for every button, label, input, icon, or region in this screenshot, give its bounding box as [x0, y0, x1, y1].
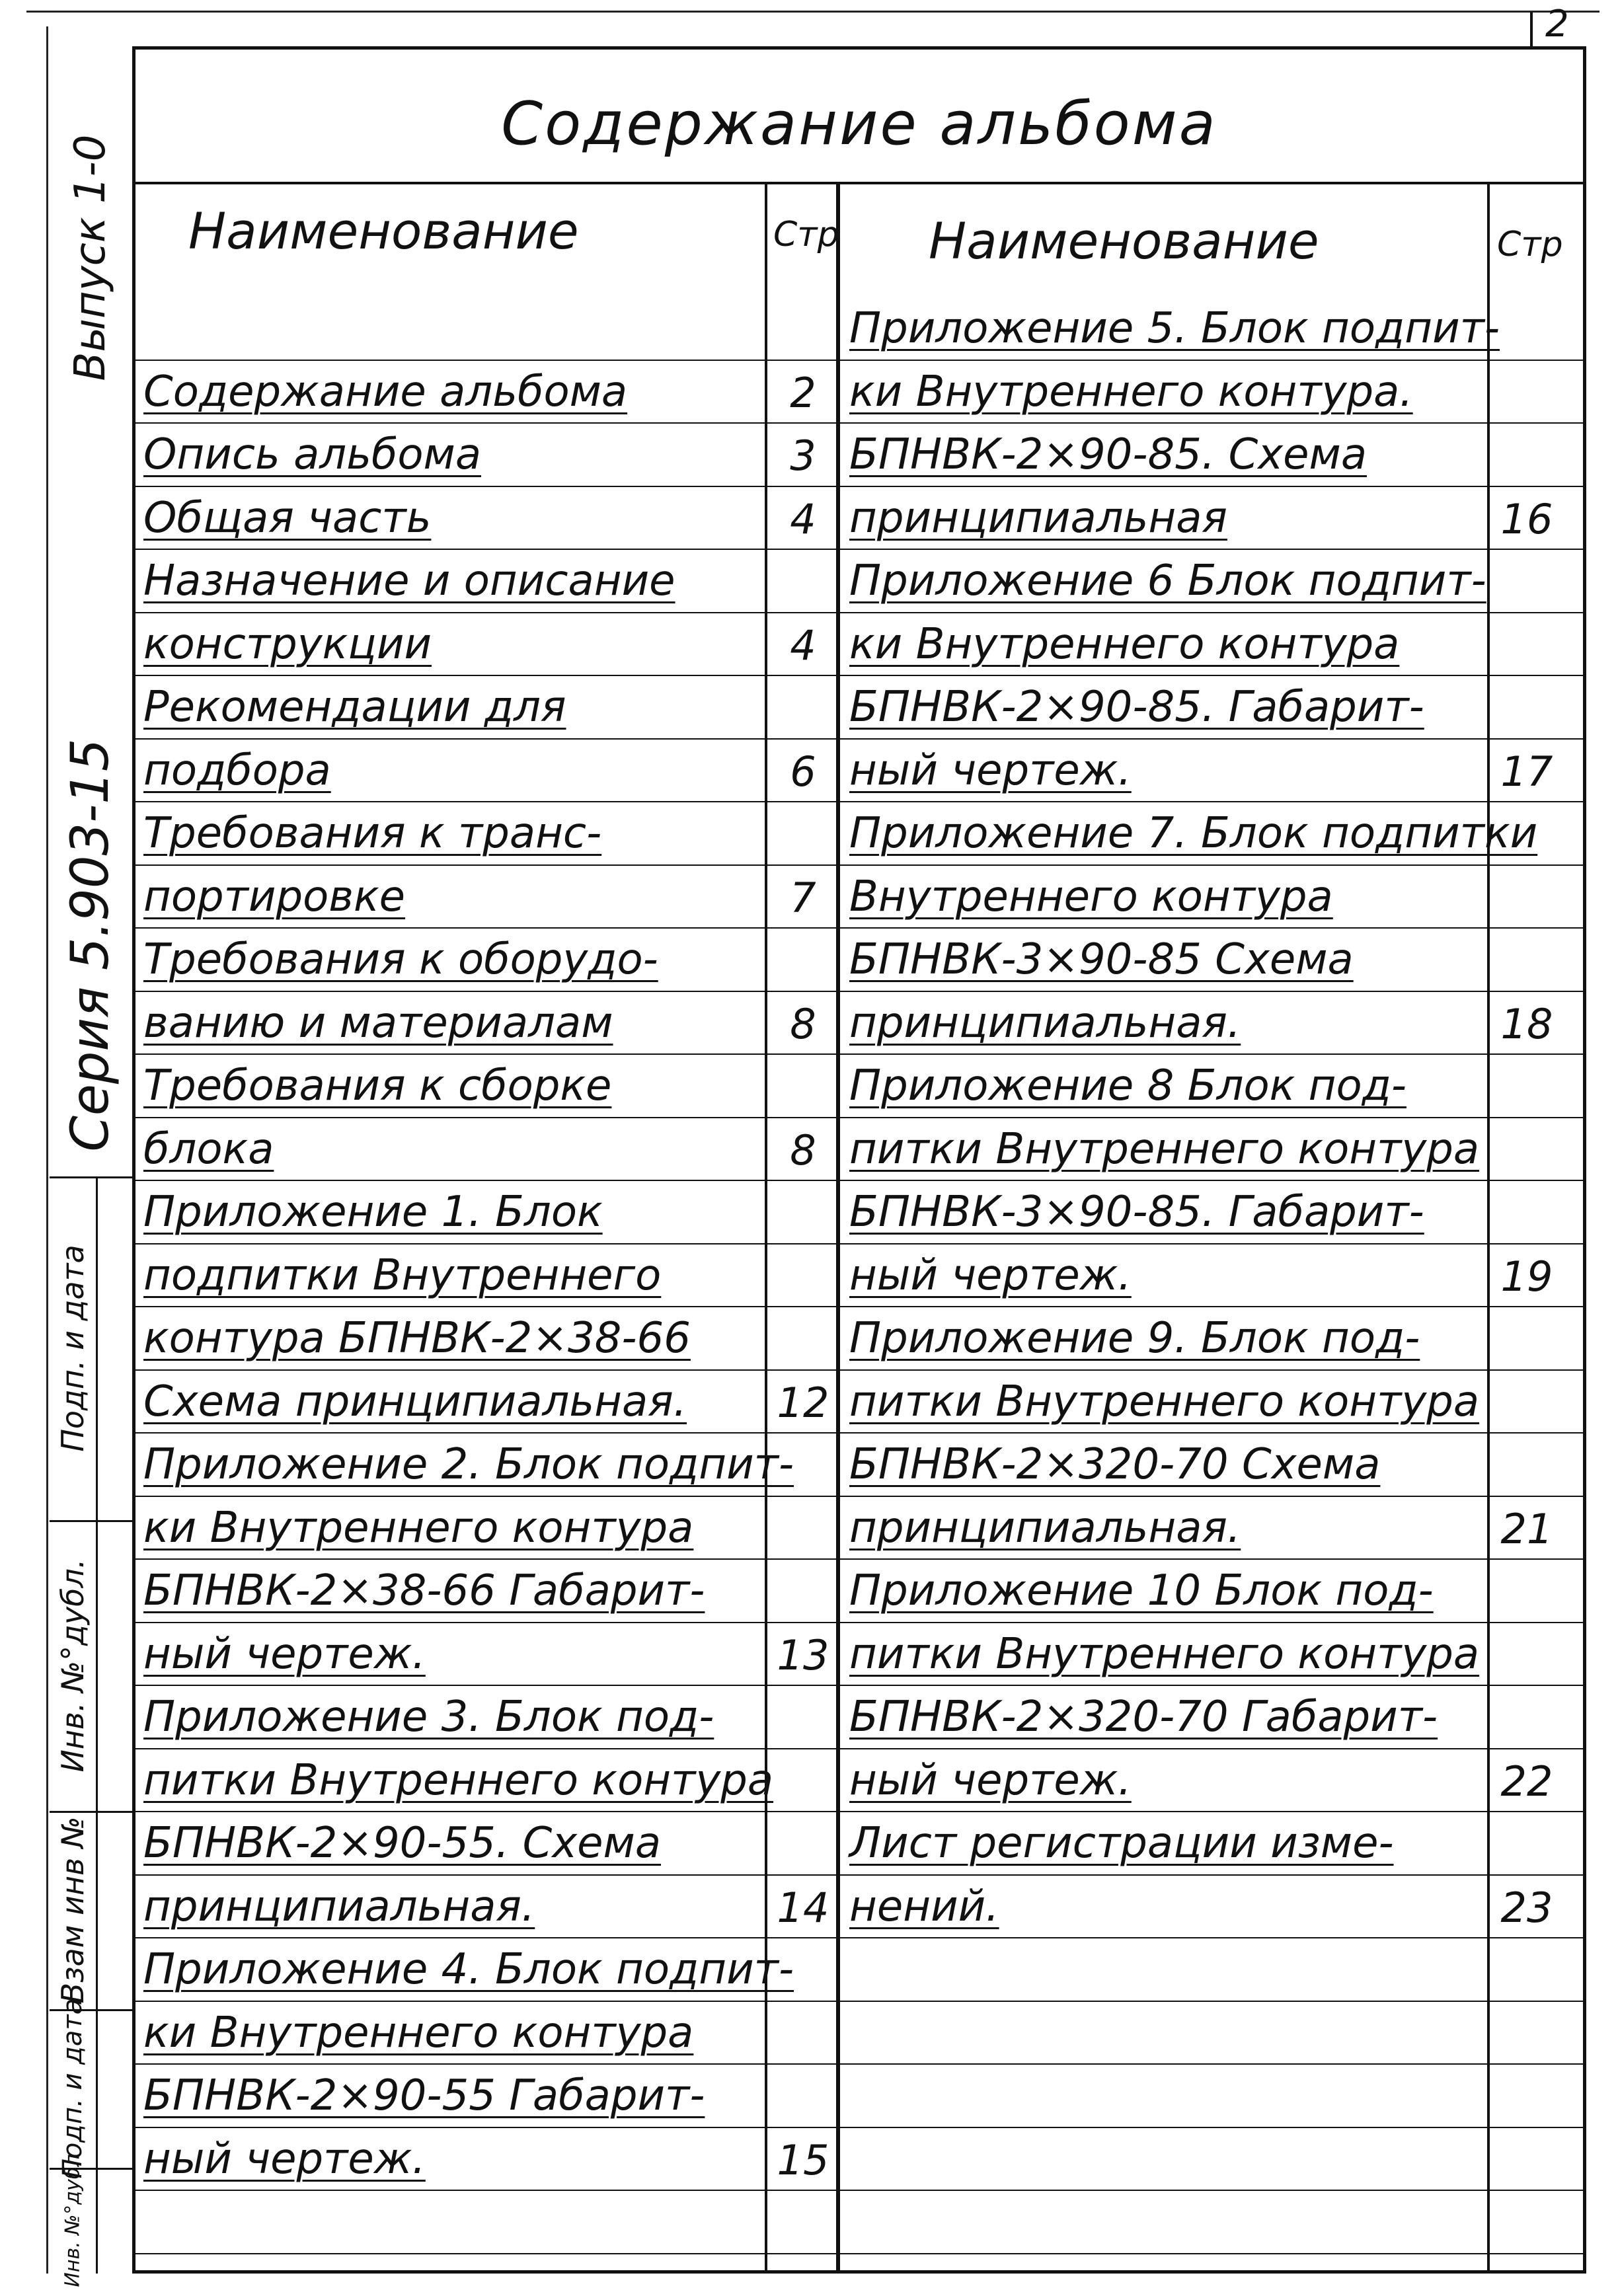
contents-entry-left: Требования к сборке [143, 1061, 612, 1110]
contents-entry-right: Приложение 10 Блок под- [849, 1566, 1434, 1615]
row-rule [135, 1811, 1583, 1812]
contents-entry-right: Внутреннего контура [849, 872, 1333, 921]
stamp-series [50, 714, 132, 1176]
page-number: 2 [1545, 3, 1569, 46]
page-ref-left: 12 [777, 1378, 829, 1427]
row-rule [135, 2190, 1583, 2191]
stamp-sign-date-2 [50, 1998, 96, 2179]
header-page-right: Стр [1497, 225, 1563, 264]
contents-entry-right: ный чертеж. [849, 1250, 1132, 1300]
row-rule [135, 1306, 1583, 1307]
contents-entry-right: принципиальная. [849, 1503, 1241, 1552]
contents-entry-right: БПНВК-3×90-85 Схема [849, 935, 1354, 984]
page-ref-left: 15 [777, 2135, 829, 2184]
contents-entry-left: принципиальная. [143, 1882, 535, 1931]
contents-entry-right: Приложение 5. Блок подпит- [849, 304, 1500, 353]
row-rule [135, 1685, 1583, 1686]
row-rule [135, 549, 1583, 550]
page-number-box [1530, 12, 1612, 46]
stamp-issue [50, 79, 132, 436]
contents-entry-right: БПНВК-2×320-70 Габарит- [849, 1693, 1438, 1741]
page-ref-right: 17 [1500, 747, 1553, 796]
column-divider-right-page [1487, 182, 1490, 2270]
stamp-inv-orig-text: Инв. №°дубл [61, 2154, 85, 2287]
row-rule [135, 738, 1583, 740]
stamp-inv-orig [50, 2154, 96, 2287]
contents-entry-right: ки Внутреннего контура [849, 619, 1400, 669]
contents-table-frame [132, 46, 1586, 2274]
row-rule [135, 1053, 1583, 1055]
contents-entry-right: Лист регистрации изме- [849, 1819, 1394, 1868]
contents-entry-right: Приложение 7. Блок подпитки [849, 809, 1538, 858]
page-ref-right: 22 [1500, 1757, 1553, 1806]
row-rule [135, 1432, 1583, 1434]
stamp-inner-divider [96, 1176, 98, 2274]
stamp-sign-date-1-text: Подп. и дата [55, 1244, 91, 1452]
contents-entry-left: Приложение 4. Блок подпит- [143, 1945, 794, 1994]
contents-entry-right: Приложение 9. Блок под- [849, 1314, 1420, 1363]
row-rule [135, 991, 1583, 992]
page-ref-right: 23 [1500, 1883, 1553, 1932]
stamp-vzam-inv-text: Взам инв № [55, 1816, 91, 2004]
header-page-left: Стр [773, 215, 839, 254]
row-rule [135, 2063, 1583, 2065]
row-rule [135, 1117, 1583, 1118]
row-rule [135, 1622, 1583, 1623]
row-rule [135, 2253, 1583, 2254]
contents-entry-left: Требования к оборудо- [143, 935, 658, 984]
row-rule [135, 1937, 1583, 1938]
row-rule [135, 927, 1583, 929]
header-name-right: Наименование [929, 211, 1319, 270]
contents-entry-right: Приложение 8 Блок под- [849, 1061, 1406, 1110]
stamp-inv-dup-1-text: Инв. №°дубл. [55, 1558, 91, 1773]
row-rule [135, 360, 1583, 361]
row-rule [135, 864, 1583, 866]
header-name-left: Наименование [188, 202, 579, 260]
page-ref-left: 4 [790, 621, 816, 670]
row-rule [135, 1243, 1583, 1244]
contents-entry-left: Приложение 1. Блок [143, 1188, 603, 1237]
page-ref-left: 14 [777, 1883, 829, 1932]
contents-entry-left: ванию и материалам [143, 998, 613, 1048]
page-ref-left: 4 [790, 494, 816, 543]
row-rule [135, 2127, 1583, 2128]
title-divider [135, 182, 1583, 184]
contents-entry-left: питки Внутреннего контура [143, 1755, 774, 1805]
page-ref-left: 7 [790, 873, 816, 922]
contents-entry-right: БПНВК-2×320-70 Схема [849, 1440, 1381, 1489]
left-margin-line [46, 26, 48, 2274]
page-ref-right: 16 [1500, 494, 1553, 543]
contents-entry-right: нений. [849, 1882, 999, 1931]
contents-entry-right: БПНВК-3×90-85. Габарит- [849, 1188, 1424, 1237]
contents-entry-left: БПНВК-2×90-55 Габарит- [143, 2071, 705, 2120]
page-ref-left: 8 [790, 1126, 816, 1174]
contents-entry-left: Приложение 3. Блок под- [143, 1693, 714, 1741]
contents-entry-left: ки Внутреннего контура [143, 1503, 694, 1552]
page-ref-right: 21 [1500, 1504, 1553, 1553]
contents-entry-right: Приложение 6 Блок подпит- [849, 556, 1486, 605]
contents-entry-right: ки Внутреннего контура. [849, 367, 1413, 416]
top-border-line [26, 11, 1599, 13]
row-rule [135, 486, 1583, 487]
contents-entry-right: БПНВК-2×90-85. Схема [849, 430, 1368, 479]
page-title: Содержание альбома [501, 89, 1217, 159]
contents-entry-right: питки Внутреннего контура [849, 1124, 1480, 1174]
contents-entry-left: Содержание альбома [143, 367, 628, 416]
contents-entry-left: Приложение 2. Блок подпит- [143, 1440, 794, 1489]
row-rule [135, 801, 1583, 802]
contents-entry-right: питки Внутреннего контура [849, 1629, 1480, 1679]
contents-entry-right: принципиальная [849, 493, 1227, 543]
contents-entry-left: портировке [143, 872, 406, 921]
contents-entry-left: конструкции [143, 619, 432, 669]
contents-entry-left: контура БПНВК-2×38-66 [143, 1314, 691, 1363]
row-rule [135, 1874, 1583, 1876]
page-ref-right: 19 [1500, 1252, 1553, 1301]
stamp-sign-date-2-text: Подп. и дата [58, 1998, 88, 2179]
page-ref-left: 8 [790, 999, 816, 1048]
row-rule [135, 675, 1583, 676]
stamp-inv-dup-1 [50, 1520, 96, 1811]
contents-entry-right: питки Внутреннего контура [849, 1377, 1480, 1426]
contents-entry-right: ный чертеж. [849, 746, 1132, 795]
contents-entry-left: Общая часть [143, 493, 432, 543]
page-ref-left: 3 [790, 432, 816, 480]
stamp-issue-text: Выпуск 1-0 [66, 134, 115, 381]
row-rule [135, 2001, 1583, 2002]
contents-entry-left: ный чертеж. [143, 2134, 426, 2184]
row-rule [135, 612, 1583, 613]
page-ref-left: 2 [790, 368, 816, 417]
row-rule [135, 422, 1583, 424]
contents-entry-left: Рекомендации для [143, 683, 566, 732]
contents-entry-right: принципиальная. [849, 998, 1241, 1048]
stamp-sign-date-1 [50, 1176, 96, 1520]
contents-entry-left: Назначение и описание [143, 556, 675, 605]
contents-entry-left: Схема принципиальная. [143, 1377, 687, 1426]
page-ref-left: 6 [790, 747, 816, 796]
contents-entry-left: Опись альбома [143, 430, 482, 479]
contents-entry-left: БПНВК-2×38-66 Габарит- [143, 1566, 705, 1615]
contents-entry-right: БПНВК-2×90-85. Габарит- [849, 683, 1424, 732]
contents-entry-left: БПНВК-2×90-55. Схема [143, 1819, 662, 1868]
contents-entry-left: блока [143, 1124, 274, 1174]
row-rule [135, 1748, 1583, 1749]
page-ref-left: 13 [777, 1630, 829, 1679]
row-rule [135, 1180, 1583, 1181]
contents-entry-left: подбора [143, 746, 331, 795]
row-rule [135, 1496, 1583, 1497]
contents-entry-right: ный чертеж. [849, 1755, 1132, 1805]
stamp-vzam-inv [50, 1811, 96, 2009]
page-ref-right: 18 [1500, 999, 1553, 1048]
row-rule [135, 1369, 1583, 1371]
contents-entry-left: ный чертеж. [143, 1629, 426, 1679]
row-rule [135, 1558, 1583, 1560]
stamp-series-text: Серия 5.903-15 [61, 738, 120, 1152]
contents-entry-left: Требования к транс- [143, 809, 602, 858]
contents-entry-left: ки Внутреннего контура [143, 2008, 694, 2057]
contents-entry-left: подпитки Внутреннего [143, 1250, 662, 1300]
